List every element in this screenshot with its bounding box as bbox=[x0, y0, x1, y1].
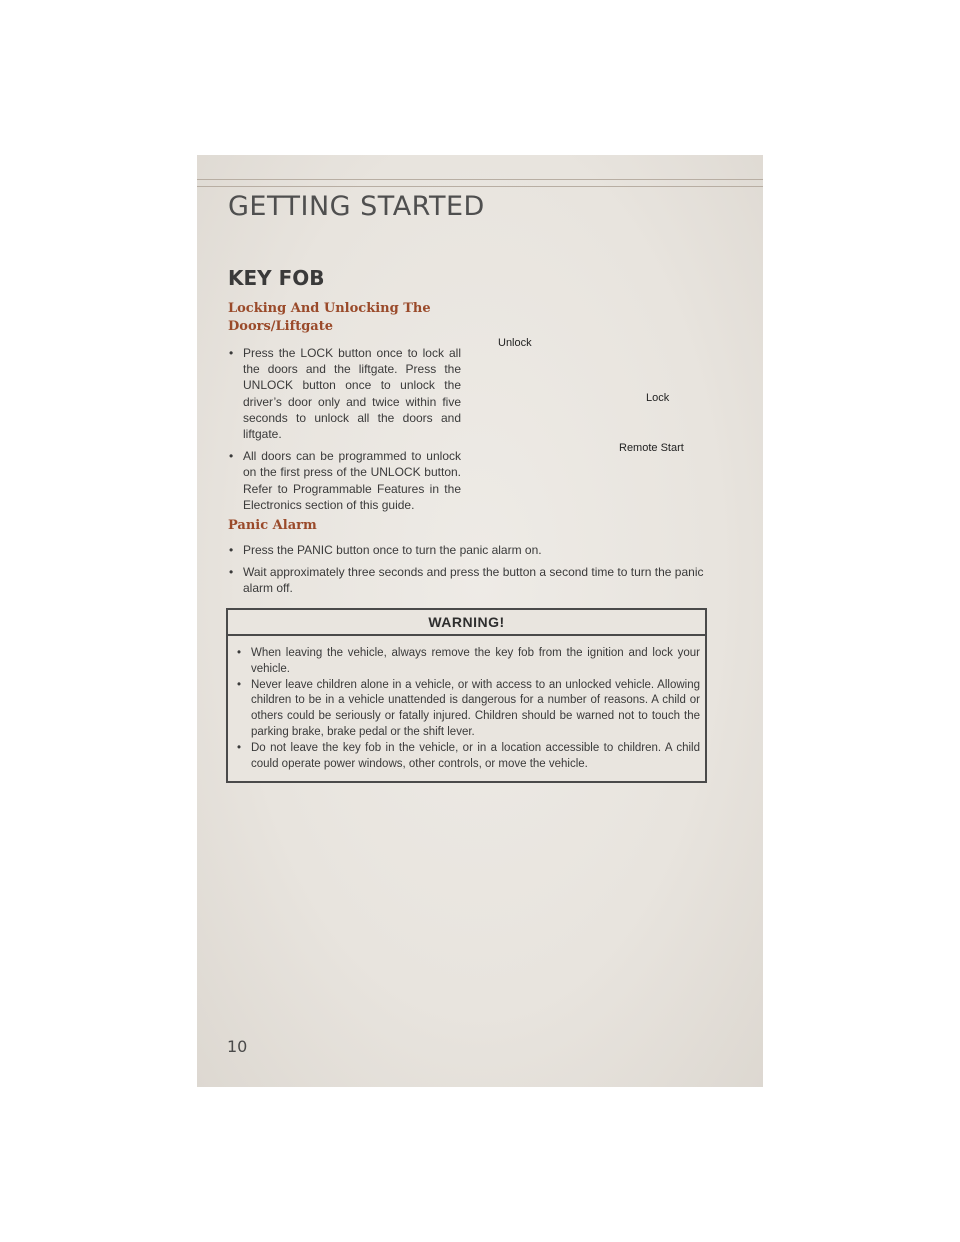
panic-bullet: • Wait approximately three seconds and press the button a second time to turn the panic alarm off. bbox=[228, 565, 713, 597]
fob-lock-label: Lock bbox=[646, 392, 670, 404]
locking-heading: Locking And Unlocking The Doors/Liftgate bbox=[228, 301, 431, 334]
key-fob-heading: KEY FOB bbox=[228, 266, 325, 290]
locking-bullet: • All doors can be programmed to unlock on the first press of the UNLOCK button. Refer to Programmable Features in the Electronics section of this guide. bbox=[228, 448, 461, 513]
locking-bullets bbox=[228, 345, 461, 519]
locking-bullet: • Press the LOCK button once to lock all the doors and the liftgate. Press the UNLOCK button once to unlock the driver’s door only and twice within five seconds to unlock all the doors and liftgate. bbox=[228, 345, 461, 442]
manual-page bbox=[197, 155, 763, 1087]
panic-bullet: • Press the PANIC button once to turn the panic alarm on. bbox=[228, 543, 713, 559]
fob-remote-start-label: Remote Start bbox=[619, 442, 684, 454]
page-number: 10 bbox=[227, 1037, 248, 1056]
panic-bullets bbox=[228, 543, 713, 602]
warning-bullets bbox=[236, 646, 700, 772]
header-rule-top bbox=[197, 179, 763, 180]
warning-bullet: • When leaving the vehicle, always remove the key fob from the ignition and lock your vehicle. bbox=[236, 646, 700, 678]
fob-unlock-label: Unlock bbox=[498, 337, 532, 349]
header-rule-bottom bbox=[197, 186, 763, 187]
warning-title: WARNING! bbox=[228, 610, 705, 636]
warning-box bbox=[226, 608, 707, 783]
warning-bullet: • Do not leave the key fob in the vehicle, or in a location accessible to children. A child could operate power windows, other controls, or move the vehicle. bbox=[236, 741, 700, 773]
panic-heading: Panic Alarm bbox=[228, 518, 317, 533]
section-title: GETTING STARTED bbox=[228, 191, 485, 222]
warning-bullet: • Never leave children alone in a vehicle, or with access to an unlocked vehicle. Allowing children to be in a vehicle unattended is dangerous for a number of reasons. A child or others could be seriously or fatally injured. Children should be warned not to touch the parking brake, brake pedal or the shift lever. bbox=[236, 678, 700, 741]
